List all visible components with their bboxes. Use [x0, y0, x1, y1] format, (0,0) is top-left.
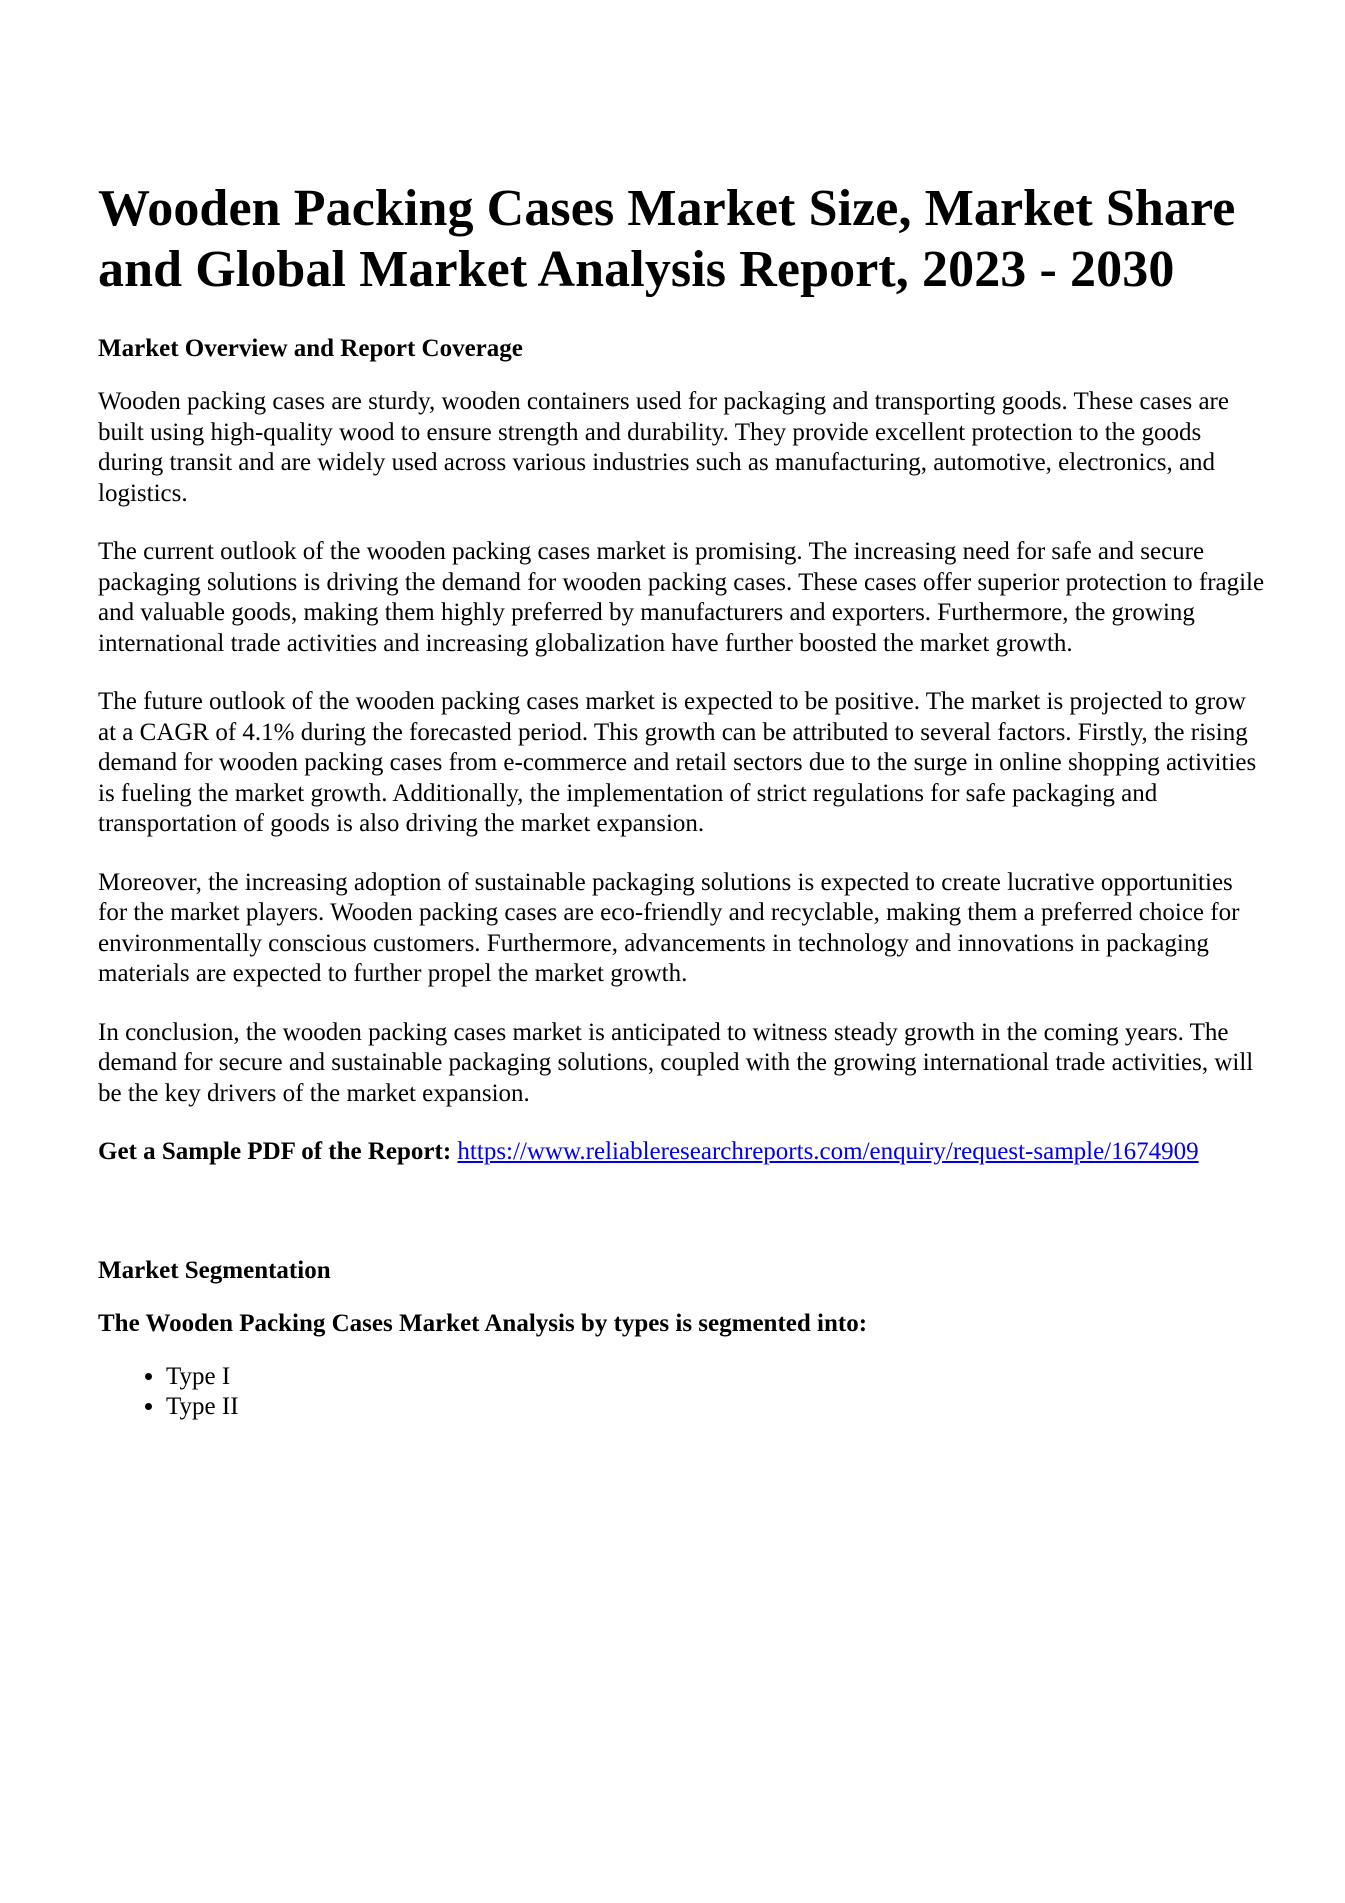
document-page — [98, 178, 1268, 1423]
list-item: • Type I — [166, 1362, 1268, 1393]
segmentation-heading: Market Segmentation — [98, 1256, 331, 1284]
paragraph: Wooden packing cases are sturdy, wooden containers used for packaging and transporting goods. These cases are built using high-quality wood to ensure strength and durability. They provide excellent protection to the goods during transit and are widely used across various industries such as manufacturing, automotive, electronics, and logistics. — [98, 388, 1229, 507]
document-title: Wooden Packing Cases Market Size, Market Share and Global Market Analysis Report, 2023 - 2030 — [98, 180, 1236, 298]
overview-heading: Market Overview and Report Coverage — [98, 335, 523, 362]
types-heading: The Wooden Packing Cases Market Analysis by types is segmented into: — [98, 1309, 868, 1337]
sample-pdf-link[interactable]: https://www.reliableresearchreports.com/enquiry/request-sample/1674909 — [457, 1138, 1199, 1165]
list-item: • Type II — [166, 1392, 1268, 1423]
paragraph: In conclusion, the wooden packing cases market is anticipated to witness steady growth in the coming years. The demand for secure and sustainable packaging solutions, coupled with the growing international trade activities, will be the key drivers of the market expansion. — [98, 1018, 1254, 1107]
paragraph: The current outlook of the wooden packing cases market is promising. The increasing need for safe and secure packaging solutions is driving the demand for wooden packing cases. These cases offer superior protection to fragile and valuable goods, making them highly preferred by manufacturers and exporters. Furthermore, the growing international trade activities and increasing globalization have further boosted the market growth. — [98, 538, 1265, 657]
paragraph: Moreover, the increasing adoption of sustainable packaging solutions is expected to create lucrative opportunities for the market players. Wooden packing cases are eco-friendly and recyclable, making them a preferred choice for environmentally conscious customers. Furthermore, advancements in technology and innovations in packaging materials are expected to further propel the market growth. — [98, 868, 1240, 987]
paragraph: The future outlook of the wooden packing cases market is expected to be positive. The market is projected to grow at a CAGR of 4.1% during the forecasted period. This growth can be attributed to several factors. Firstly, the rising demand for wooden packing cases from e-commerce and retail sectors due to the surge in online shopping activities is fueling the market growth. Additionally, the implementation of strict regulations for safe packaging and transportation of goods is also driving the market expansion. — [98, 688, 1257, 837]
sample-pdf-line — [98, 1137, 1268, 1168]
types-list — [98, 1362, 1268, 1423]
sample-pdf-label: Get a Sample PDF of the Report: — [98, 1138, 452, 1165]
